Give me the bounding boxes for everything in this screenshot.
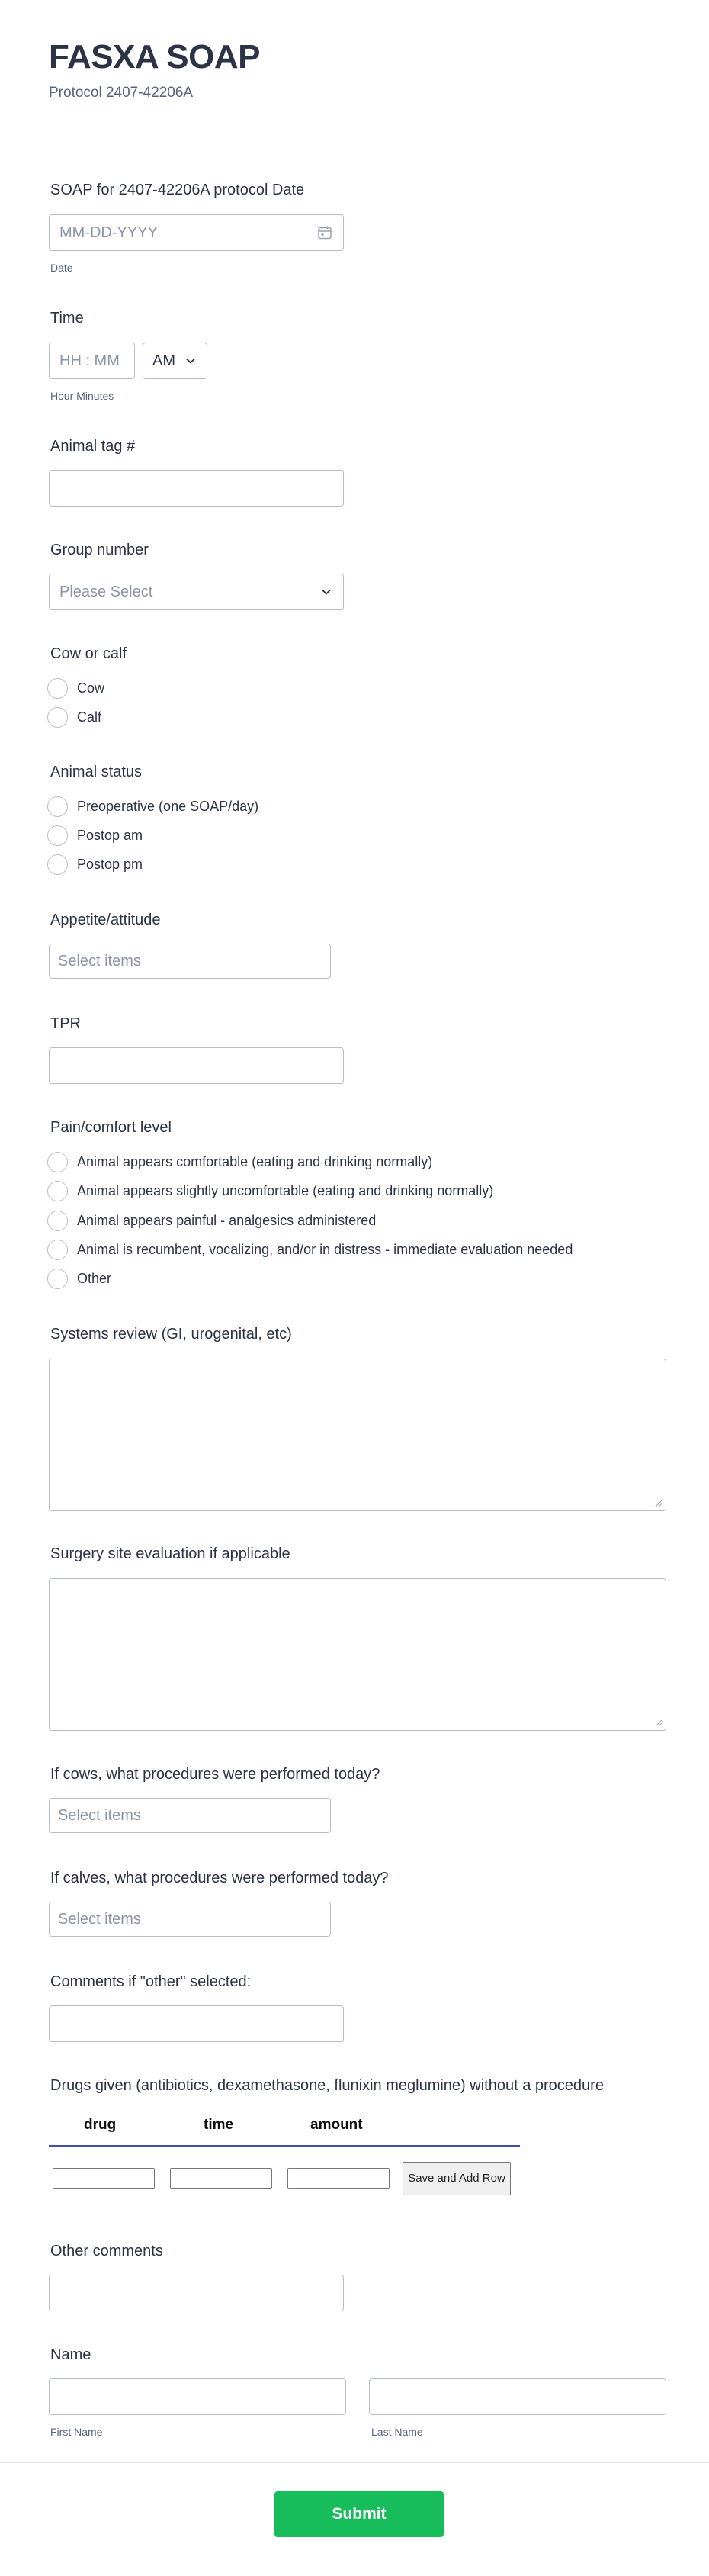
radio-option-painful[interactable] xyxy=(47,1209,376,1232)
radio-button[interactable] xyxy=(47,825,68,846)
drugs-column-time: time xyxy=(204,2117,234,2133)
appetite-select[interactable] xyxy=(49,944,331,979)
cows-procedures-placeholder: Select items xyxy=(58,1807,141,1824)
ampm-select[interactable] xyxy=(143,343,207,379)
form-header xyxy=(0,0,709,143)
tpr-label: TPR xyxy=(50,1015,81,1032)
date-sublabel: Date xyxy=(50,262,73,274)
calves-procedures-label: If calves, what procedures were performed today? xyxy=(50,1870,389,1886)
drugs-label: Drugs given (antibiotics, dexamethasone, flunixin meglumine) without a procedure xyxy=(50,2077,604,2094)
resize-handle-icon[interactable] xyxy=(653,1498,662,1507)
radio-option-postop-am[interactable] xyxy=(47,824,143,847)
drugs-column-amount: amount xyxy=(310,2117,363,2133)
animal-status-label: Animal status xyxy=(50,764,143,780)
date-label: SOAP for 2407-42206A protocol Date xyxy=(50,182,305,198)
systems-review-textarea[interactable] xyxy=(49,1359,666,1511)
time-placeholder: HH : MM xyxy=(59,352,120,369)
surgery-site-label: Surgery site evaluation if applicable xyxy=(50,1545,290,1562)
time-hour-minute-input[interactable] xyxy=(49,343,135,379)
last-name-input[interactable] xyxy=(369,2378,666,2415)
save-and-add-row-button[interactable]: Save and Add Row xyxy=(403,2162,511,2195)
calendar-icon[interactable] xyxy=(317,225,332,240)
radio-button[interactable] xyxy=(47,1269,68,1289)
ampm-value: AM xyxy=(152,352,175,369)
chevron-down-icon xyxy=(185,355,196,366)
other-comments-label: Other comments xyxy=(50,2243,163,2259)
radio-label: Animal appears painful - analgesics administered xyxy=(77,1212,377,1228)
last-name-sublabel: Last Name xyxy=(371,2426,423,2438)
resize-handle-icon[interactable] xyxy=(653,1718,662,1727)
group-number-label: Group number xyxy=(50,542,149,558)
radio-label: Calf xyxy=(77,709,102,725)
radio-label: Postop am xyxy=(77,827,143,843)
tpr-input[interactable] xyxy=(49,1047,344,1084)
radio-button[interactable] xyxy=(47,1240,68,1260)
radio-button[interactable] xyxy=(47,1181,68,1201)
other-selected-comments-label: Comments if "other" selected: xyxy=(50,1973,252,1990)
radio-label: Animal appears slightly uncomfortable (eating and drinking normally) xyxy=(77,1182,494,1198)
radio-option-postop-pm[interactable] xyxy=(47,853,143,876)
radio-label: Preoperative (one SOAP/day) xyxy=(77,798,259,814)
other-selected-comments-input[interactable] xyxy=(49,2005,344,2042)
group-number-placeholder: Please Select xyxy=(59,584,153,600)
radio-label: Cow xyxy=(77,680,105,696)
radio-option-slightly-uncomfortable[interactable] xyxy=(47,1179,493,1202)
animal-tag-label: Animal tag # xyxy=(50,438,136,455)
cows-procedures-select[interactable] xyxy=(49,1798,331,1833)
first-name-sublabel: First Name xyxy=(50,2426,103,2438)
drugs-column-drug: drug xyxy=(84,2117,117,2133)
radio-button[interactable] xyxy=(47,678,68,699)
other-comments-input[interactable] xyxy=(49,2275,344,2311)
radio-label: Postop pm xyxy=(77,856,143,872)
radio-option-cow[interactable] xyxy=(47,677,104,699)
calves-procedures-placeholder: Select items xyxy=(58,1911,141,1928)
surgery-site-textarea[interactable] xyxy=(49,1578,666,1731)
drugs-table-divider xyxy=(49,2145,520,2147)
chevron-down-icon xyxy=(321,587,332,597)
date-input[interactable] xyxy=(49,214,344,251)
radio-button[interactable] xyxy=(47,1211,68,1231)
amount-cell-input[interactable] xyxy=(287,2168,390,2189)
first-name-input[interactable] xyxy=(49,2378,346,2415)
name-label: Name xyxy=(50,2346,91,2363)
form-title: FASXA SOAP xyxy=(49,38,260,76)
radio-button[interactable] xyxy=(47,707,68,728)
radio-option-recumbent[interactable] xyxy=(47,1238,573,1261)
radio-option-preoperative[interactable] xyxy=(47,795,258,818)
radio-button[interactable] xyxy=(47,796,68,817)
radio-button[interactable] xyxy=(47,1152,68,1172)
calves-procedures-select[interactable] xyxy=(49,1902,331,1937)
time-sublabel: Hour Minutes xyxy=(50,390,114,402)
time-cell-input[interactable] xyxy=(170,2168,272,2189)
pain-label: Pain/comfort level xyxy=(50,1119,172,1136)
submit-button[interactable]: Submit xyxy=(274,2491,444,2537)
radio-option-other[interactable] xyxy=(47,1267,111,1290)
appetite-label: Appetite/attitude xyxy=(50,912,161,928)
form-subtitle: Protocol 2407-42206A xyxy=(49,85,194,101)
footer-divider xyxy=(0,2462,709,2463)
radio-label: Other xyxy=(77,1270,112,1286)
group-number-select[interactable] xyxy=(49,574,344,610)
radio-button[interactable] xyxy=(47,854,68,875)
drug-cell-input[interactable] xyxy=(53,2168,155,2189)
radio-option-comfortable[interactable] xyxy=(47,1150,432,1173)
cow-or-calf-label: Cow or calf xyxy=(50,645,127,662)
animal-tag-input[interactable] xyxy=(49,470,344,507)
date-placeholder: MM-DD-YYYY xyxy=(59,224,158,241)
appetite-placeholder: Select items xyxy=(58,953,141,970)
cows-procedures-label: If cows, what procedures were performed today? xyxy=(50,1766,380,1783)
radio-option-calf[interactable] xyxy=(47,706,101,728)
radio-label: Animal appears comfortable (eating and drinking normally) xyxy=(77,1153,433,1169)
systems-review-label: Systems review (GI, urogenital, etc) xyxy=(50,1326,292,1343)
time-label: Time xyxy=(50,310,84,326)
radio-label: Animal is recumbent, vocalizing, and/or in distress - immediate evaluation needed xyxy=(77,1241,573,1257)
